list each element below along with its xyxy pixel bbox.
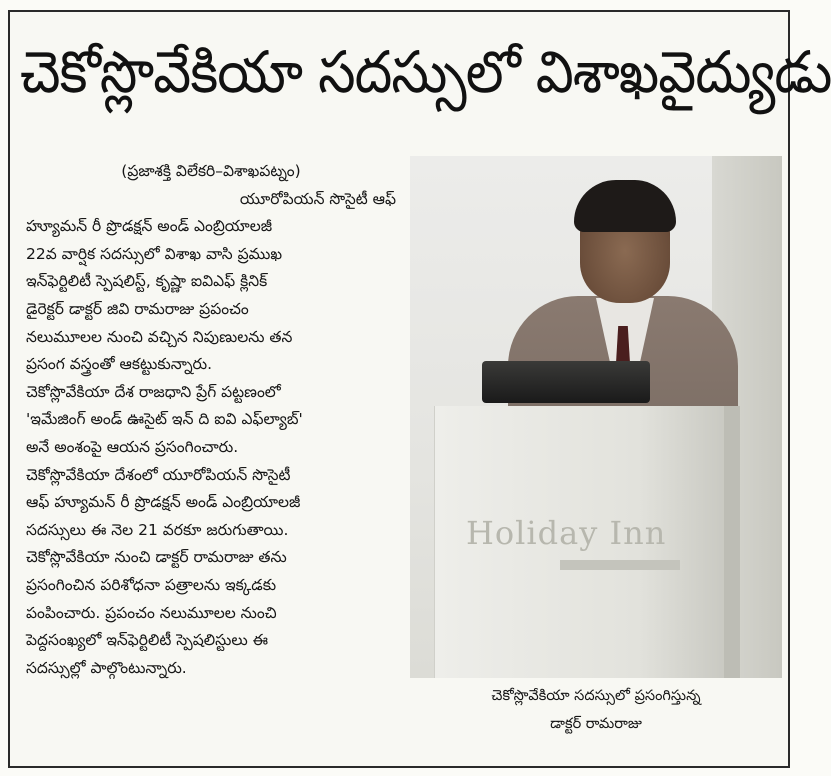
article-line: ప్రసంగించిన పరిశోధనా పత్రాలను ఇక్కడకు [26, 575, 277, 594]
podium-side [724, 406, 740, 678]
article-line: యూరోపియన్ సొసైటీ ఆఫ్ [239, 189, 396, 208]
article-line: అనే అంశంపై ఆయన ప్రసంగించారు. [26, 437, 239, 456]
news-photo [410, 156, 782, 678]
article-line: సదస్సుల్లో పాల్గొంటున్నారు. [26, 658, 187, 677]
article-line: 22వ వార్షిక సదస్సులో విశాఖ వాసి ప్రముఖ [26, 244, 283, 263]
photo-caption [410, 682, 782, 744]
article-line: హ్యూమన్ రీ ప్రొడక్షన్ అండ్ ఎంబ్రియాలజీ [26, 217, 273, 236]
article-line: ప్రసంగ వస్త్రంతో ఆకట్టుకున్నారు. [26, 355, 213, 374]
article-line: పంపించారు. ప్రపంచం నలుమూలల నుంచి [26, 603, 277, 622]
article-line: పెద్దసంఖ్యలో ఇన్‌ఫెర్టిలిటీ స్పెషలిస్టులు ఈ [26, 631, 269, 650]
article-line: చెకోస్లొవేకియా దేశంలో యూరోపియన్ సొసైటీ [26, 465, 291, 484]
speaker-hair [574, 180, 676, 232]
article-line: డైరెక్టర్ డాక్టర్ జివి రామరాజు ప్రపంచం [26, 299, 249, 318]
article-line: చెకోస్లొవేకియా నుంచి డాక్టర్ రామరాజు తను [26, 548, 287, 567]
headline: చెకోస్లొవేకియా సదస్సులో విశాఖవైద్యుడు [20, 38, 831, 106]
caption-line-2: డాక్టర్ రామరాజు [550, 716, 642, 732]
lectern-microphone [482, 361, 650, 403]
article-line: 'ఇమేజింగ్ అండ్ ఊసైట్ ఇన్ ది ఐవి ఎఫ్‌ల్యాబ్' [26, 410, 303, 429]
article-body [26, 158, 396, 748]
article-line: ఇన్‌ఫెర్టిలిటీ స్పెషలిస్ట్, కృష్ణా ఐవిఎఫ్ క్లినిక్ [26, 272, 268, 291]
dateline: (ప్రజాశక్తి విలేకరి–విశాఖపట్నం) [121, 162, 301, 180]
podium-logo: Holiday Inn [466, 514, 667, 552]
article-line: సదస్సులు ఈ నెల 21 వరకూ జరుగుతాయి. [26, 520, 289, 539]
article-line: ఆఫ్ హ్యూమన్ రీ ప్రొడక్షన్ అండ్ ఎంబ్రియాలజీ [26, 493, 301, 512]
article-line: చెకోస్లొవేకియా దేశ రాజధాని ప్రేగ్ పట్టణంలో [26, 382, 281, 401]
podium-logo-underline [560, 560, 680, 570]
caption-line-1: చెకోస్లొవేకియా సదస్సులో ప్రసంగిస్తున్న [491, 688, 701, 704]
article-line: నలుమూలల నుంచి వచ్చిన నిపుణులను తన [26, 327, 293, 346]
